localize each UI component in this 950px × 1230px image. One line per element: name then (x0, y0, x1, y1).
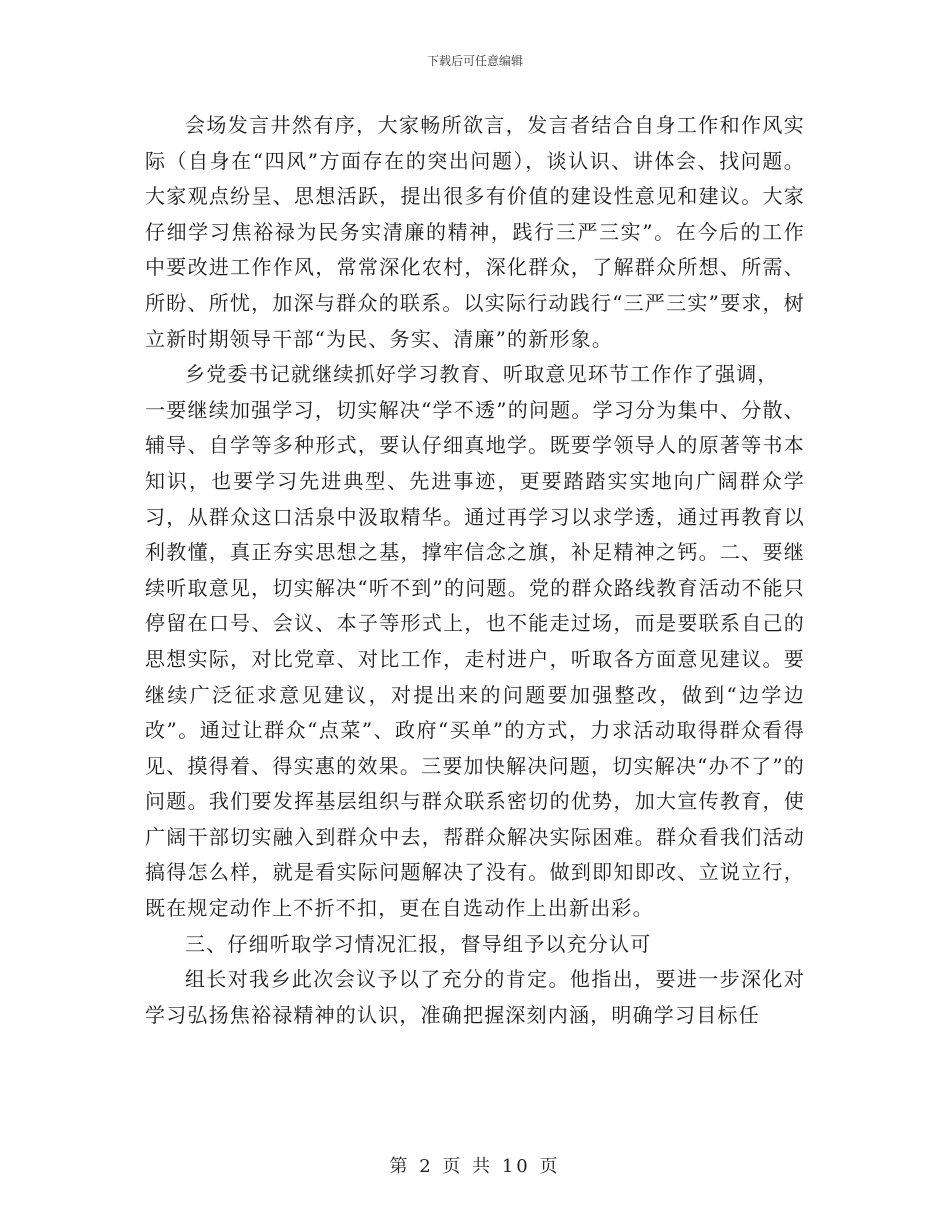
page-header (0, 52, 950, 69)
paragraph-meeting-discussion: 会场发言井然有序，大家畅所欲言，发言者结合自身工作和作风实际（自身在“四风”方面存在的突出问题），谈认识、讲体会、找问题。大家观点纷呈、思想活跃，提出很多有价值的建设性意见和建议。大家仔细学习焦裕禄为民务实清廉的精神，践行三严三实”。在今后的工作中要改进工作作风，常常深化农村，深化群众，了解群众所想、所需、所盼、所忧，加深与群众的联系。以实际行动践行“三严三实”要求，树立新时期领导干部“为民、务实、清廉”的新形象。 (145, 113, 805, 351)
paragraph-leader-affirmation: 组长对我乡此次会议予以了充分的肯定。他指出，要进一步深化对学习弘扬焦裕禄精神的认识，准确把握深刻内涵，明确学习目标任 (145, 967, 805, 1027)
section-heading-three: 三、仔细听取学习情况汇报，督导组予以充分认可 (185, 931, 652, 956)
header-note: 下载后可任意编辑 (426, 54, 523, 68)
paragraph-three-requirements: 一要继续加强学习，切实解决“学不透”的问题。学习分为集中、分散、辅导、自学等多种形式，要认仔细真地学。既要学领导人的原著等书本知识，也要学习先进典型、先进事迹，更要踏踏实实地向广阔群众学习，从群众这口活泉中汲取精华。通过再学习以求学透，通过再教育以利教懂，真正夯实思想之基，撑牢信念之旗，补足精神之钙。二、要继续听取意见，切实解决“听不到”的问题。党的群众路线教育活动不能只停留在口号、会议、本子等形式上，也不能走过场，而是要联系自己的思想实际，对比党章、对比工作，走村进户，听取各方面意见建议。要继续广泛征求意见建议，对提出来的问题要加强整改，做到“边学边改”。通过让群众“点菜”、政府“买单”的方式，力求活动取得群众看得见、摸得着、得实惠的效果。三要加快解决问题，切实解决“办不了”的问题。我们要发挥基层组织与群众联系密切的优势，加大宣传教育，使广阔干部切实融入到群众中去，帮群众解决实际困难。群众看我们活动搞得怎么样，就是看实际问题解决了没有。做到即知即改、立说立行，既在规定动作上不折不扣，更在自选动作上出新出彩。 (145, 397, 805, 921)
page-number: 第 2 页 共 10 页 (389, 1156, 561, 1177)
page-footer (0, 1152, 950, 1178)
document-body (145, 108, 805, 1033)
paragraph-secretary-emphasis: 乡党委书记就继续抓好学习教育、听取意见环节工作作了强调， (185, 362, 779, 387)
